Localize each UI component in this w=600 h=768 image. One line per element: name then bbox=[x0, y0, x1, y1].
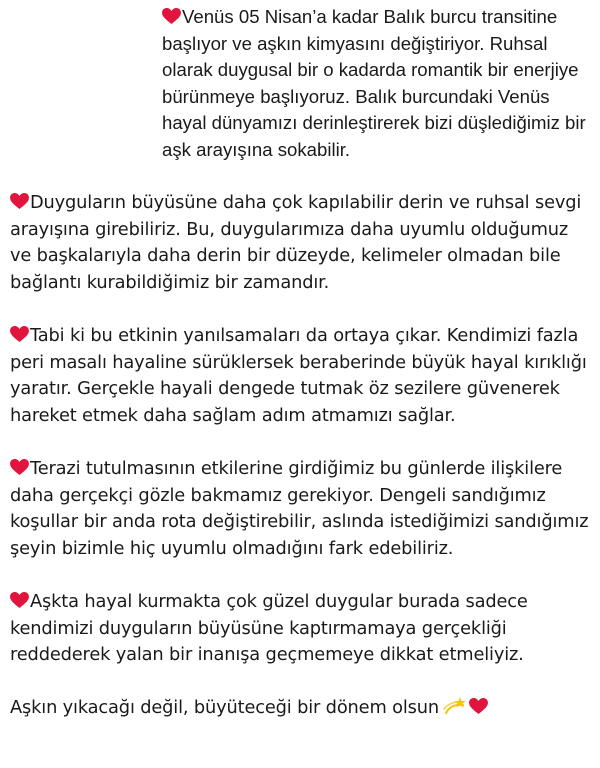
heart-icon bbox=[10, 592, 29, 609]
paragraph-2-text: Duyguların büyüsüne daha çok kapılabilir derin ve ruhsal sevgi arayışına girebiliriz. Bu, duygularımıza daha uyumlu olduğumuz ve başkalarıyla daha derin bir düzeyde, kelimeler olmadan bile bağlantı kurabildiğimiz bir zamandır. bbox=[10, 192, 582, 293]
paragraph-5-text: Aşkta hayal kurmakta çok güzel duygular burada sadece kendimizi duyguların büyüsüne kaptırmamaya gerçekliği reddederek yalan bir inanışa geçmemeye dikkat etmeliyiz. bbox=[10, 591, 528, 666]
paragraph-2 bbox=[10, 190, 594, 296]
paragraph-5 bbox=[10, 589, 594, 669]
paragraph-3 bbox=[10, 323, 594, 429]
paragraph-1-text: Venüs 05 Nisan’a kadar Balık burcu transitine başlıyor ve aşkın kimyasını değiştiriyor. Ruhsal olarak duygusal bir o kadarda romantik bir enerjiye bürünmeye başlıyoruz. Balık burcundaki Venüs hayal dünyamızı derinleştirerek bizi düşlediğimiz bir aşk arayışına sokabilir. bbox=[162, 6, 586, 160]
paragraph-3-text: Tabi ki bu etkinin yanılsamaları da ortaya çıkar. Kendimizi fazla peri masalı hayaline sürüklersek beraberinde büyük hayal kırıklığı yaratır. Gerçekle hayali dengede tutmak öz sezilere güvenerek hareket etmek daha sağlam adım atmamızı sağlar. bbox=[10, 325, 587, 426]
paragraph-4 bbox=[10, 456, 594, 562]
heart-icon bbox=[10, 326, 29, 343]
heart-icon bbox=[162, 8, 181, 25]
post-text bbox=[10, 4, 594, 749]
heart-icon bbox=[469, 698, 488, 715]
heart-icon bbox=[10, 193, 29, 210]
closing-line bbox=[10, 695, 594, 722]
paragraph-1 bbox=[10, 4, 594, 164]
dizzy-icon bbox=[443, 696, 467, 716]
paragraph-4-text: Terazi tutulmasının etkilerine girdiğimiz bu günlerde ilişkilere daha gerçekçi gözle bakmamız gerekiyor. Dengeli sandığımız koşullar bir anda rota değiştirebilir, aslında istediğimizi sandığımız şeyin bizimle hiç uyumlu olmadığını fark edebiliriz. bbox=[10, 458, 589, 559]
closing-text: Aşkın yıkacağı değil, büyüteceği bir dönem olsun bbox=[10, 697, 439, 719]
heart-icon bbox=[10, 459, 29, 476]
